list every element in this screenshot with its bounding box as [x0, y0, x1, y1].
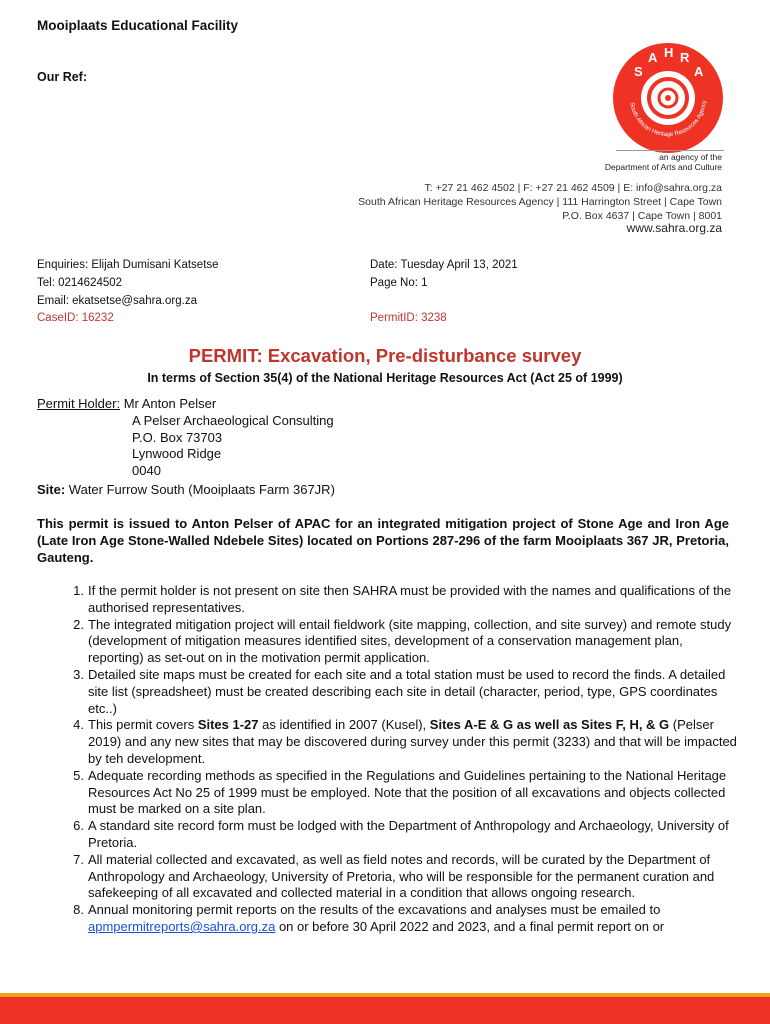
contact-phone-line: T: +27 21 462 4502 | F: +27 21 462 4509 | E: info@sahra.org.za	[424, 182, 722, 194]
item-number: 3.	[73, 666, 84, 682]
email: Email: ekatsetse@sahra.org.za	[37, 295, 197, 307]
report-email-link[interactable]: apmpermitreports@sahra.org.za	[88, 918, 276, 934]
list-item	[37, 902, 737, 936]
holder-address-line: Lynwood Ridge	[132, 446, 222, 462]
item-text-part: (Pelser 2019) and any new sites that may be discovered during survey under this permit (3233) and that will be impacted by teh development.	[88, 717, 737, 766]
agency-divider	[616, 150, 724, 151]
permit-holder-block	[37, 396, 334, 480]
website-link[interactable]: www.sahra.org.za	[626, 221, 722, 235]
holder-address-line: P.O. Box 73703	[132, 429, 223, 445]
permit-id: PermitID: 3238	[370, 312, 447, 324]
item-text-part: This permit covers	[88, 717, 198, 733]
permit-title: PERMIT: Excavation, Pre-disturbance survey	[188, 345, 582, 366]
list-item	[37, 617, 737, 667]
permit-subtitle: In terms of Section 35(4) of the National Heritage Resources Act (Act 25 of 1999)	[147, 371, 623, 385]
item-text: All material collected and excavated, as well as field notes and records, will be curated by the Department of Anthropology and Archaeology, University of Pretoria, who will be responsible for the permanent curation and safekeeping of all excavated and collected material in a condition that allows ongoing research.	[88, 851, 715, 901]
footer-red-band	[0, 997, 770, 1024]
logo-ring-text: South African Heritage Resources Agency	[628, 99, 708, 139]
list-item	[37, 667, 737, 717]
list-item	[37, 583, 737, 617]
site-label: Site:	[37, 482, 66, 497]
page-number: Page No: 1	[370, 277, 428, 289]
enquiries: Enquiries: Elijah Dumisani Katsetse	[37, 259, 219, 271]
sahra-logo	[612, 42, 724, 154]
conditions-list	[37, 583, 737, 936]
logo-letter-a2: A	[694, 64, 704, 79]
contact-pobox-line: P.O. Box 4637 | Cape Town | 8001	[562, 210, 722, 222]
item-text-part: Annual monitoring permit reports on the results of the excavations and analyses must be emailed to	[88, 902, 661, 918]
item-text: Detailed site maps must be created for each site and a total station must be used to record the finds. A detailed site list (spreadsheet) must be created describing each site in detail (character, period, type, GPS coordinates etc..)	[88, 666, 726, 716]
holder-address-line: 0040	[132, 463, 161, 479]
item-text: Adequate recording methods as specified in the Regulations and Guidelines pertaining to the National Heritage Resources Act No 25 of 1999 must be employed. Note that the position of all excavations and objects collected must be marked on a site plan.	[88, 767, 727, 817]
logo-spiral-dot	[665, 95, 671, 101]
holder-address-line: A Pelser Archaeological Consulting	[132, 412, 334, 428]
list-item	[37, 852, 737, 902]
logo-letter-r: R	[680, 50, 690, 65]
our-ref-label: Our Ref:	[37, 70, 87, 84]
logo-letter-h: H	[664, 45, 674, 60]
item-number: 5.	[73, 767, 84, 783]
logo-letter-a1: A	[648, 50, 658, 65]
list-item	[37, 768, 737, 818]
agency-of-text: an agency of the	[659, 152, 722, 162]
facility-name: Mooiplaats Educational Facility	[37, 18, 239, 33]
item-number: 7.	[73, 851, 84, 867]
item-text: If the permit holder is not present on site then SAHRA must be provided with the names and qualifications of the authorised representatives.	[88, 583, 732, 615]
item-text	[88, 717, 737, 767]
item-number: 4.	[73, 717, 84, 733]
logo-letter-s: S	[634, 64, 643, 79]
department-text: Department of Arts and Culture	[604, 162, 722, 172]
site-value: Water Furrow South (Mooiplaats Farm 367JR)	[68, 482, 335, 497]
item-text	[88, 902, 737, 936]
site-line	[37, 482, 335, 497]
holder-label: Permit Holder:	[37, 396, 121, 411]
holder-name: Mr Anton Pelser	[123, 396, 217, 411]
item-text: A standard site record form must be lodged with the Department of Anthropology and Archaeology, University of Pretoria.	[88, 818, 729, 850]
tel: Tel: 0214624502	[37, 277, 123, 289]
date: Date: Tuesday April 13, 2021	[370, 259, 518, 271]
item-text: The integrated mitigation project will entail fieldwork (site mapping, collection, and site survey) and remote study (development of mitigation measures identified sites, development of a conservation management plan, reporting) as set-out on in the motivation permit application.	[88, 616, 732, 666]
item-number: 1.	[73, 583, 84, 598]
item-number: 8.	[73, 902, 84, 918]
item-number: 6.	[73, 818, 84, 834]
list-item	[37, 818, 737, 852]
sites-bold-1: Sites 1-27	[197, 717, 259, 733]
sites-bold-2: Sites A-E & G as well as Sites F, H, & G	[429, 717, 670, 733]
contact-address-line: South African Heritage Resources Agency | 111 Harrington Street | Cape Town	[358, 196, 722, 208]
case-id: CaseID: 16232	[37, 312, 114, 324]
item-number: 2.	[73, 616, 84, 632]
permit-intro: This permit is issued to Anton Pelser of APAC for an integrated mitigation project of Stone Age and Iron Age (Late Iron Age Stone-Walled Ndebele Sites) located on Portions 287-296 of the farm Mooiplaats 367 JR, Pretoria, Gauteng.	[37, 516, 729, 565]
list-item	[37, 717, 737, 767]
item-text-part: on or before 30 April 2022 and 2023, and a final permit report on or	[275, 918, 665, 934]
item-text-part: as identified in 2007 (Kusel),	[258, 717, 430, 733]
